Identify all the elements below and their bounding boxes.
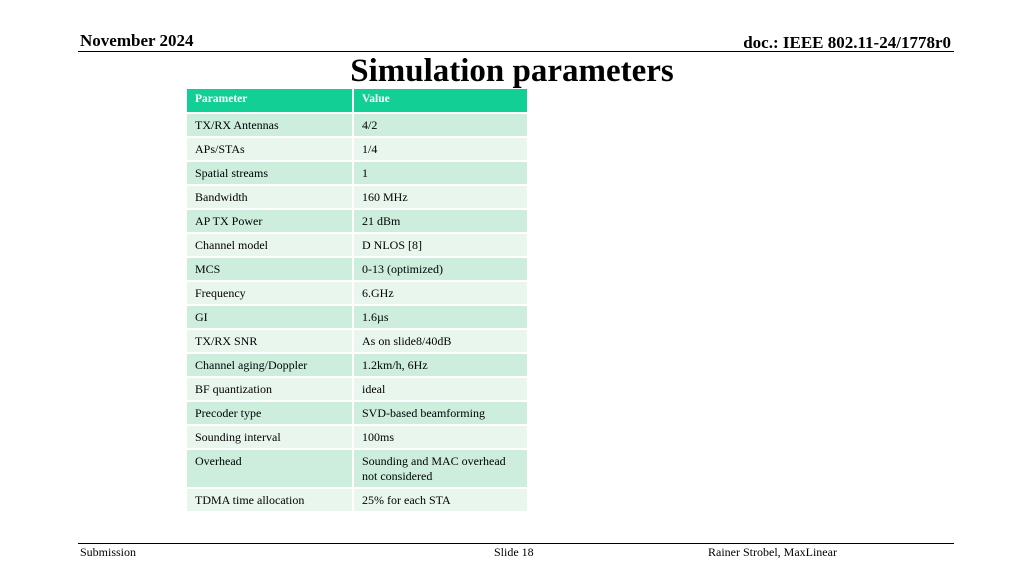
parameter-cell: Frequency [187, 281, 353, 305]
table-row [187, 377, 527, 401]
table-row [187, 233, 527, 257]
parameter-cell: AP TX Power [187, 209, 353, 233]
parameter-cell: APs/STAs [187, 137, 353, 161]
table-row [187, 425, 527, 449]
parameter-cell: Bandwidth [187, 185, 353, 209]
column-header-value: Value [353, 89, 527, 113]
parameter-cell: TDMA time allocation [187, 488, 353, 512]
slide-title: Simulation parameters [350, 53, 674, 89]
value-cell: 1 [353, 161, 527, 185]
parameters-table [187, 89, 527, 513]
table-row [187, 449, 527, 488]
table-row [187, 305, 527, 329]
table-row [187, 113, 527, 137]
parameter-cell: Precoder type [187, 401, 353, 425]
value-cell: 0-13 (optimized) [353, 257, 527, 281]
value-cell: SVD-based beamforming [353, 401, 527, 425]
parameter-cell: Channel model [187, 233, 353, 257]
table-row [187, 185, 527, 209]
parameter-cell: Channel aging/Doppler [187, 353, 353, 377]
parameter-cell: GI [187, 305, 353, 329]
parameter-cell: TX/RX Antennas [187, 113, 353, 137]
value-cell: As on slide8/40dB [353, 329, 527, 353]
table-row [187, 401, 527, 425]
value-cell: 21 dBm [353, 209, 527, 233]
table-row [187, 488, 527, 512]
table-row [187, 281, 527, 305]
footer-slide-number: Slide 18 [494, 545, 534, 559]
value-cell: 160 MHz [353, 185, 527, 209]
header-doc-id: doc.: IEEE 802.11-24/1778r0 [743, 33, 951, 52]
value-cell: 1/4 [353, 137, 527, 161]
table-row [187, 353, 527, 377]
parameter-cell: TX/RX SNR [187, 329, 353, 353]
value-cell: ideal [353, 377, 527, 401]
header-date: November 2024 [80, 31, 194, 50]
table-row [187, 209, 527, 233]
value-cell: 1.2km/h, 6Hz [353, 353, 527, 377]
footer-author: Rainer Strobel, MaxLinear [708, 545, 837, 559]
footer-divider [78, 543, 954, 544]
value-cell: Sounding and MAC overhead not considered [353, 449, 527, 488]
value-cell: D NLOS [8] [353, 233, 527, 257]
column-header-parameter: Parameter [187, 89, 353, 113]
value-cell: 25% for each STA [353, 488, 527, 512]
table-row [187, 257, 527, 281]
table-row [187, 161, 527, 185]
value-cell: 1.6µs [353, 305, 527, 329]
parameter-cell: Spatial streams [187, 161, 353, 185]
value-cell: 100ms [353, 425, 527, 449]
table-header-row [187, 89, 527, 113]
parameter-cell: Overhead [187, 449, 353, 488]
parameter-cell: BF quantization [187, 377, 353, 401]
table-row [187, 137, 527, 161]
parameter-cell: MCS [187, 257, 353, 281]
footer-submission: Submission [80, 545, 137, 559]
value-cell: 6.GHz [353, 281, 527, 305]
table-row [187, 329, 527, 353]
parameter-cell: Sounding interval [187, 425, 353, 449]
header-divider [78, 51, 954, 52]
value-cell: 4/2 [353, 113, 527, 137]
